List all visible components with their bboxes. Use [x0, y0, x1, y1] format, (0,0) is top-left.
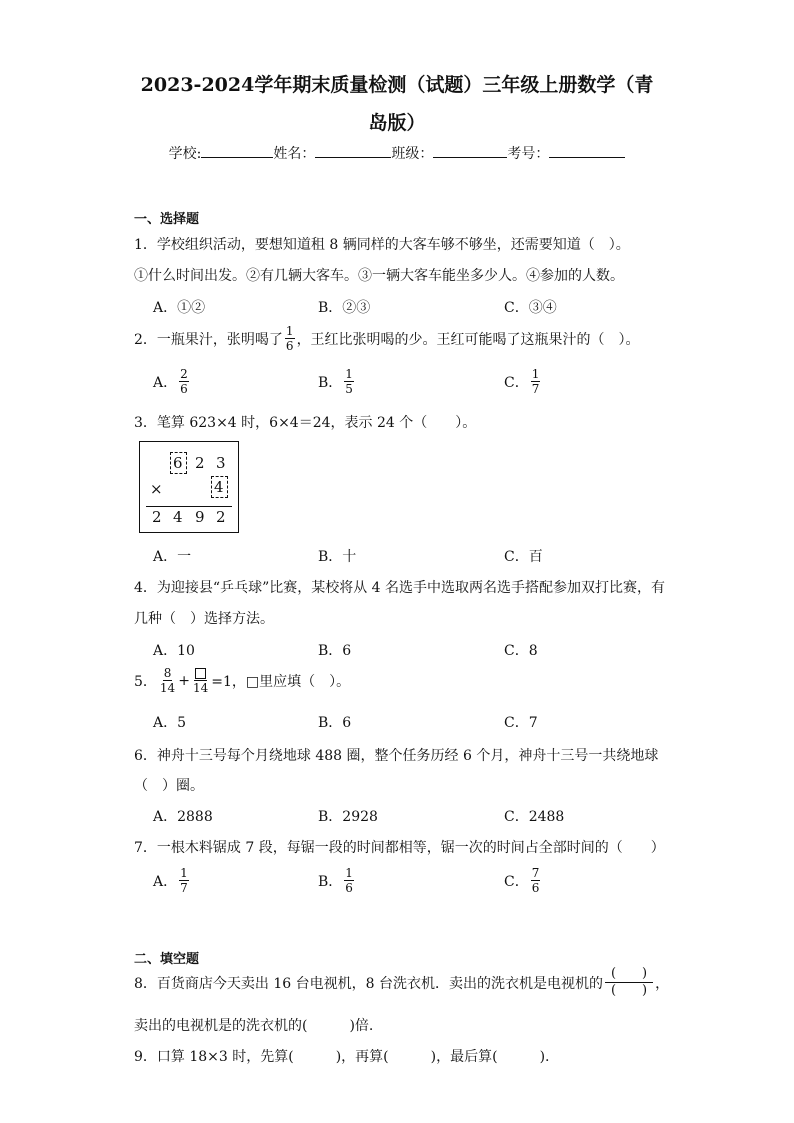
q8-stem-post: ，: [655, 975, 670, 992]
q1-items: ①什么时间出发。②有几辆大客车。③一辆大客车能坐多少人。④参加的人数。: [134, 268, 624, 284]
q7-option-a[interactable]: [153, 866, 191, 895]
q6-option-c[interactable]: C．2488: [504, 809, 565, 825]
q7-c-num: 7: [531, 866, 540, 880]
q5-stem-post: =1，□里应填（ ）。: [211, 673, 351, 690]
q2-b-label: B．: [318, 374, 343, 391]
q2-frac-den: 6: [285, 339, 294, 353]
q7-a-label: A．: [153, 873, 178, 890]
q8-blank-denominator[interactable]: ( ): [610, 983, 648, 998]
q5-option-a[interactable]: A．5: [153, 715, 187, 731]
q3-stem: 3．笔算 623×4 时，6×4＝24，表示 24 个（ ）。: [134, 415, 477, 431]
q2-stem-post: ，王红比张明喝的少。王红可能喝了这瓶果汁的（ ）。: [296, 331, 640, 348]
q2-c-fraction: [531, 367, 541, 396]
q1-stem: 1．学校组织活动，要想知道租 8 辆同样的大客车够不够坐，还需要知道（ ）。: [134, 237, 630, 253]
q2-a-den: 6: [180, 382, 188, 396]
section-fill-heading: 二、填空题: [134, 952, 200, 967]
q3-digit-3: 3: [216, 454, 226, 472]
q2-option-b[interactable]: [318, 367, 356, 396]
q2-a-num: 2: [180, 367, 188, 381]
q3-digit-2: 2: [195, 454, 205, 472]
q2-a-label: A．: [153, 374, 178, 391]
q5-fraction-1: [159, 666, 176, 695]
name-blank[interactable]: [315, 143, 391, 158]
q7-option-c[interactable]: [504, 866, 542, 895]
q8-stem-line-2: 卖出的电视机是的洗衣机的( )倍.: [134, 1018, 374, 1034]
q3-option-a[interactable]: A．一: [153, 549, 192, 565]
q3-result-digit-1: 2: [152, 508, 162, 526]
q7-b-label: B．: [318, 873, 343, 890]
q3-digit-6: 6: [173, 454, 183, 472]
q5-option-b[interactable]: B．6: [318, 715, 352, 731]
q7-b-fraction: [344, 866, 354, 895]
section-choice-heading: 一、选择题: [134, 212, 200, 227]
school-label: 学校:: [168, 146, 202, 162]
q9-stem: 9．口算 18×3 时，先算( )，再算( )，最后算( ).: [134, 1049, 550, 1065]
q7-c-den: 6: [531, 881, 540, 895]
q3-result-digit-3: 9: [195, 508, 205, 526]
title-line-1: 2023-2024学年期末质量检测（试题）三年级上册数学（青: [140, 74, 654, 96]
q6-option-a[interactable]: A．2888: [153, 809, 213, 825]
q5-fraction-2: [192, 666, 209, 695]
q6-stem-line-2: （ ）圈。: [134, 778, 204, 794]
q8-stem-line-1: [134, 966, 669, 999]
exam-no-label: 考号：: [507, 146, 550, 162]
q7-a-den: 7: [180, 881, 188, 895]
q3-result-rule: [146, 506, 232, 507]
q2-b-den: 5: [345, 382, 353, 396]
q5-number: 5．: [134, 673, 157, 690]
q3-times-sign: ×: [150, 480, 163, 498]
q4-option-a[interactable]: A．10: [153, 643, 195, 659]
q3-multiplier-4: 4: [214, 478, 224, 496]
q2-option-c[interactable]: [504, 367, 542, 396]
q2-b-fraction: [344, 367, 354, 396]
class-blank[interactable]: [433, 143, 507, 158]
q5-f1-num: 8: [163, 666, 172, 680]
q5-f2-num-box: [194, 666, 207, 681]
q5-option-c[interactable]: C．7: [504, 715, 538, 731]
q2-option-a[interactable]: [153, 367, 191, 396]
class-label: 班级：: [391, 146, 434, 162]
q2-fraction: [285, 324, 295, 353]
q3-option-c[interactable]: C．百: [504, 549, 543, 565]
q5-f2-den: 14: [192, 681, 209, 695]
q3-result-digit-2: 4: [173, 508, 183, 526]
q7-option-b[interactable]: [318, 866, 356, 895]
q1-option-c[interactable]: C．③④: [504, 300, 557, 316]
q2-c-num: 1: [531, 367, 540, 381]
title-line-2: 岛版）: [368, 112, 426, 134]
q5-f1-den: 14: [159, 681, 176, 695]
q3-result-digit-4: 2: [216, 508, 226, 526]
q7-a-num: 1: [180, 866, 188, 880]
q2-b-num: 1: [345, 367, 353, 381]
q8-stem-pre: 8．百货商店今天卖出 16 台电视机，8 台洗衣机．卖出的洗衣机是电视机的: [134, 975, 603, 992]
q7-b-num: 1: [345, 866, 353, 880]
q3-option-b[interactable]: B．十: [318, 549, 357, 565]
q6-stem-line-1: 6．神舟十三号每个月绕地球 488 圈，整个任务历经 6 个月，神舟十三号一共绕地球: [134, 748, 659, 764]
q7-c-fraction: [531, 866, 541, 895]
q5-blank-square-icon: [195, 668, 206, 679]
q4-option-c[interactable]: C．8: [504, 643, 538, 659]
q7-stem: 7．一根木料锯成 7 段，每锯一段的时间都相等，锯一次的时间占全部时间的（ ）: [134, 840, 665, 856]
page-title: [80, 66, 714, 142]
q5-plus-sign: +: [178, 672, 190, 689]
q2-frac-num: 1: [285, 324, 294, 338]
q2-c-den: 7: [531, 382, 540, 396]
exam-no-blank[interactable]: [549, 143, 625, 158]
q1-option-b[interactable]: B．②③: [318, 300, 371, 316]
q3-vertical-calculation: [139, 441, 239, 533]
q4-stem-line-2: 几种（ ）选择方法。: [134, 611, 274, 627]
q4-option-b[interactable]: B．6: [318, 643, 352, 659]
q7-a-fraction: [179, 866, 189, 895]
q2-c-label: C．: [504, 374, 529, 391]
q7-c-label: C．: [504, 873, 529, 890]
student-info-line: [0, 143, 794, 163]
q2-a-fraction: [179, 367, 189, 396]
q5-stem: [134, 666, 350, 695]
q6-option-b[interactable]: B．2928: [318, 809, 378, 825]
q4-stem-line-1: 4．为迎接县“乒乓球”比赛，某校将从 4 名选手中选取两名选手搭配参加双打比赛，有: [134, 580, 666, 596]
q2-stem: [134, 324, 640, 353]
q8-blank-numerator[interactable]: ( ): [605, 966, 653, 983]
q1-option-a[interactable]: A．①②: [153, 300, 206, 316]
q8-blank-fraction[interactable]: [605, 966, 653, 999]
q7-b-den: 6: [345, 881, 353, 895]
q2-stem-pre: 2．一瓶果汁，张明喝了: [134, 331, 283, 348]
name-label: 姓名：: [273, 146, 316, 162]
school-blank[interactable]: [201, 143, 273, 158]
